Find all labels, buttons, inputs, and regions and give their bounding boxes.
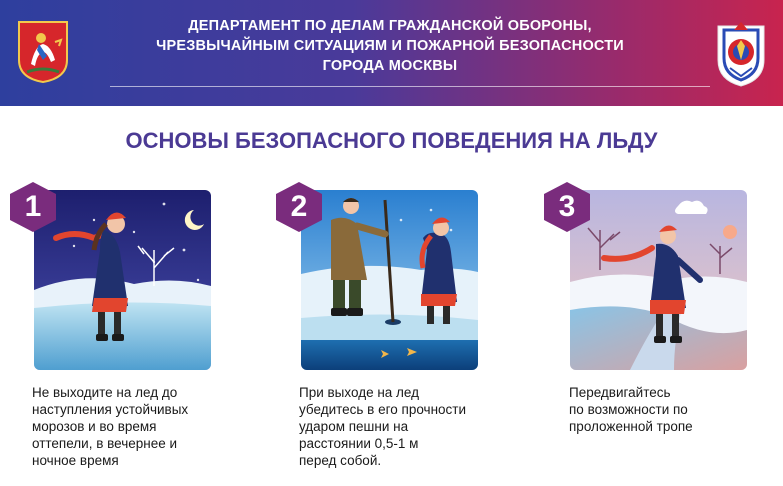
caption-line: При выходе на лед bbox=[299, 385, 420, 400]
step-1-illustration bbox=[34, 190, 211, 370]
caption-line: Передвигайтесь bbox=[569, 385, 671, 400]
caption-line: наступления устойчивых bbox=[32, 402, 189, 417]
caption-line: морозов и во время bbox=[32, 419, 157, 434]
step-number: 1 bbox=[24, 190, 42, 223]
caption-line: ночное время bbox=[32, 453, 119, 468]
step-number: 3 bbox=[558, 190, 576, 223]
step-1-caption bbox=[32, 384, 188, 469]
step-2-illustration bbox=[301, 190, 478, 370]
step-2-badge bbox=[272, 180, 326, 234]
caption-line: по возможности по bbox=[569, 402, 688, 417]
caption-line: ударом пешни на bbox=[299, 419, 409, 434]
step-3-illustration bbox=[570, 190, 747, 370]
caption-line: расстоянии 0,5-1 м bbox=[299, 436, 419, 451]
page-title: ОСНОВЫ БЕЗОПАСНОГО ПОВЕДЕНИЯ НА ЛЬДУ bbox=[125, 128, 658, 153]
step-2-caption bbox=[299, 384, 466, 469]
header-divider bbox=[110, 86, 710, 87]
step-1-badge bbox=[6, 180, 60, 234]
caption-line: Не выходите на лед до bbox=[32, 385, 178, 400]
header-title-line: ДЕПАРТАМЕНТ ПО ДЕЛАМ ГРАЖДАНСКОЙ ОБОРОНЫ, bbox=[188, 18, 592, 34]
moscow-coat-of-arms-icon bbox=[17, 20, 69, 84]
caption-line: перед собой. bbox=[299, 453, 382, 468]
header-title-line: ГОРОДА МОСКВЫ bbox=[322, 58, 458, 74]
step-number: 2 bbox=[290, 190, 308, 223]
caption-line: убедитесь в его прочности bbox=[299, 402, 467, 417]
department-emblem-icon bbox=[712, 18, 770, 88]
step-3-badge bbox=[540, 180, 594, 234]
step-3-caption bbox=[569, 384, 693, 435]
header-title-line: ЧРЕЗВЫЧАЙНЫМ СИТУАЦИЯМ И ПОЖАРНОЙ БЕЗОПАСНОСТИ bbox=[156, 38, 624, 54]
header-title bbox=[90, 16, 690, 76]
header-banner bbox=[0, 0, 783, 106]
caption-line: проложенной тропе bbox=[569, 419, 693, 434]
caption-line: оттепели, в вечернее и bbox=[32, 436, 178, 451]
